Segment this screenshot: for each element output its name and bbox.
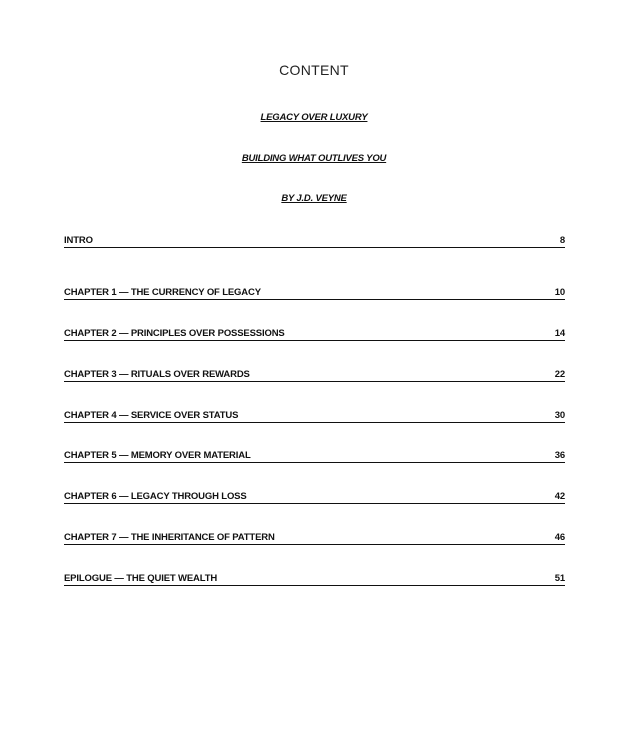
toc-entry-page: 14	[554, 328, 565, 339]
toc-entry-epilogue[interactable]	[64, 559, 565, 600]
toc-entry-page: 30	[554, 409, 565, 421]
toc-entry-label: INTRO	[64, 235, 93, 246]
book-author: BY J.D. VEYNE	[281, 193, 347, 204]
toc-entry-page: 42	[554, 491, 565, 502]
toc-entry-chapter-4[interactable]	[64, 396, 565, 437]
contents-heading: CONTENT	[279, 62, 349, 78]
book-subtitle: BUILDING WHAT OUTLIVES YOU	[241, 153, 387, 164]
toc-entry-label: CHAPTER 4 — SERVICE OVER STATUS	[64, 409, 239, 421]
toc-entry-label: CHAPTER 3 — RITUALS OVER REWARDS	[64, 368, 250, 380]
toc-entry-label: EPILOGUE — THE QUIET WEALTH	[64, 572, 218, 584]
toc-entry-chapter-6[interactable]	[64, 478, 565, 519]
toc-entry-page: 10	[554, 287, 565, 299]
toc-entry-label: CHAPTER 1 — THE CURRENCY OF LEGACY	[64, 287, 261, 299]
toc-entry-intro[interactable]	[64, 233, 565, 274]
toc-entry-chapter-1[interactable]	[64, 274, 565, 315]
toc-entry-page: 46	[554, 531, 565, 543]
toc-entry-page: 22	[554, 368, 565, 380]
toc-entry-page: 36	[554, 450, 565, 462]
toc-entry-page: 51	[554, 572, 565, 584]
toc-entry-label: CHAPTER 7 — THE INHERITANCE OF PATTERN	[64, 531, 275, 543]
toc-entry-label: CHAPTER 5 — MEMORY OVER MATERIAL	[64, 450, 251, 462]
toc-entry-chapter-3[interactable]	[64, 355, 565, 396]
toc-entry-page: 8	[559, 235, 565, 246]
toc-entry-chapter-2[interactable]	[64, 315, 565, 356]
toc-entry-chapter-7[interactable]	[64, 518, 565, 559]
toc-entry-label: CHAPTER 2 — PRINCIPLES OVER POSSESSIONS	[64, 328, 285, 339]
book-title: LEGACY OVER LUXURY	[260, 112, 368, 123]
table-of-contents	[64, 233, 565, 600]
toc-entry-label: CHAPTER 6 — LEGACY THROUGH LOSS	[64, 491, 247, 502]
toc-entry-chapter-5[interactable]	[64, 437, 565, 478]
